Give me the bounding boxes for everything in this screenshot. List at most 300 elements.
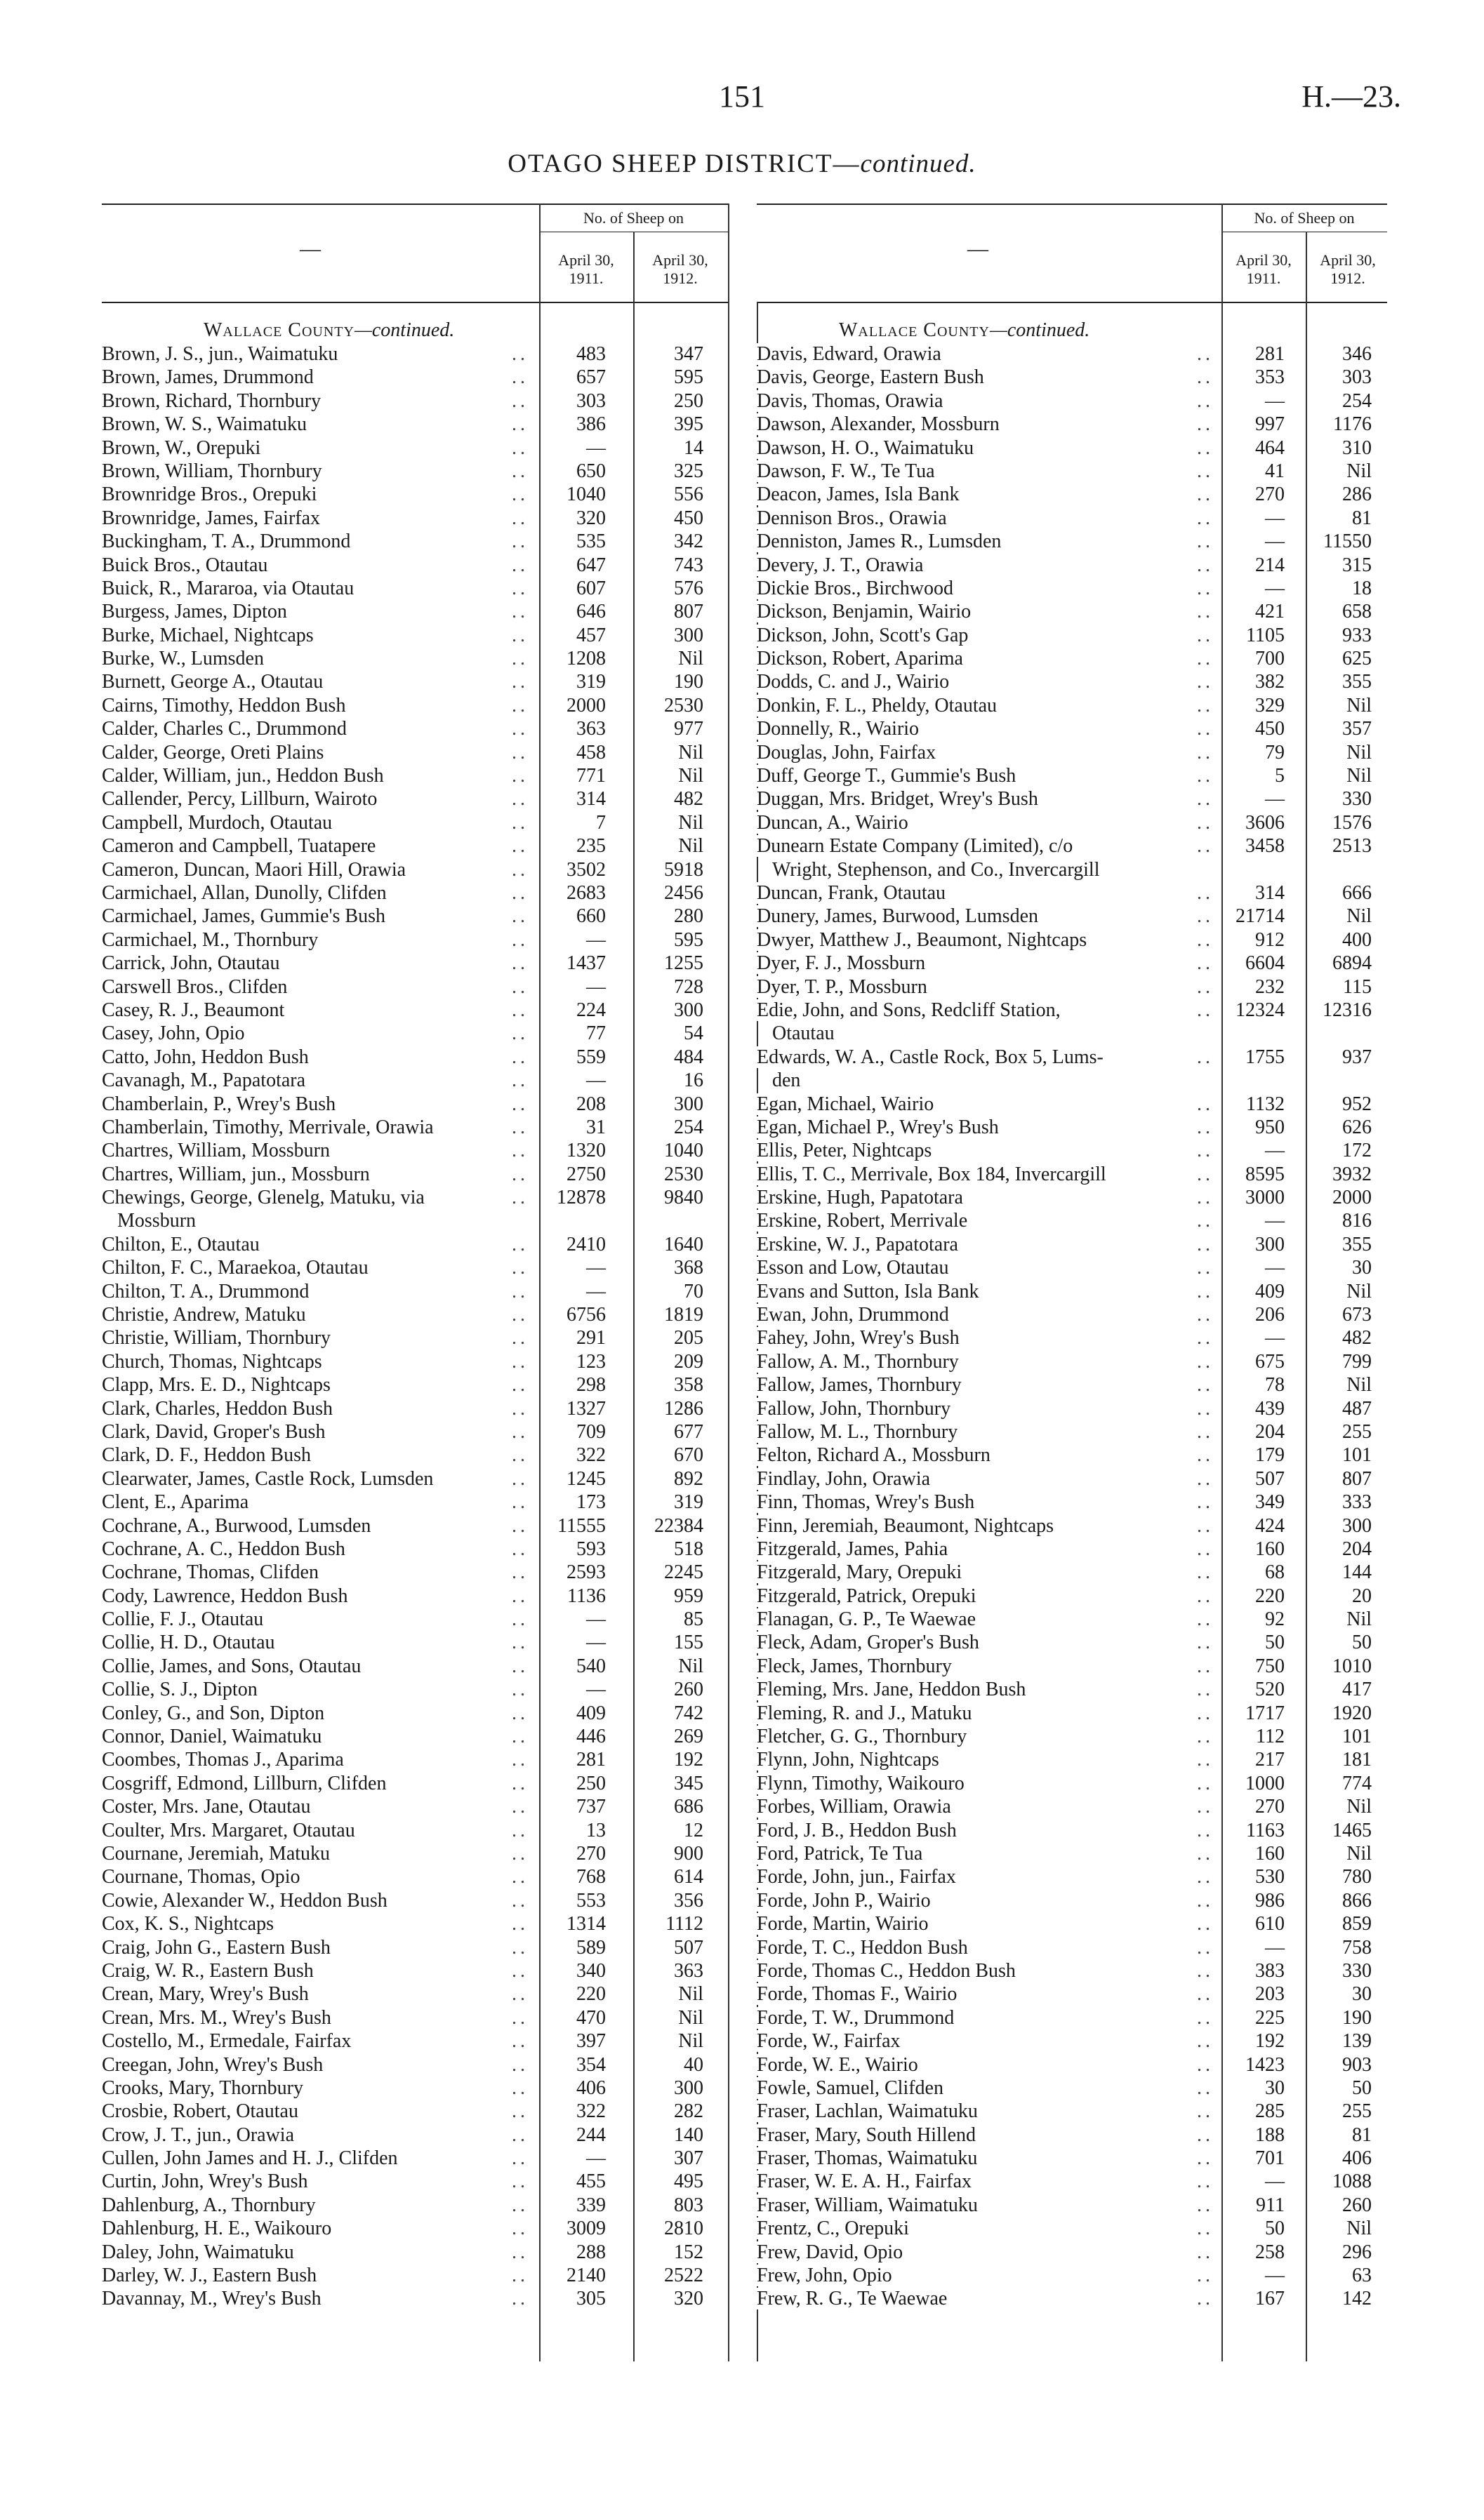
leader-dots: .. — [512, 1327, 529, 1349]
sheep-1912: 250 — [674, 389, 703, 412]
leader-dots: .. — [512, 2100, 529, 2123]
sheep-1911: 2593 — [567, 1561, 606, 1584]
sheep-1912: 1465 — [1332, 1819, 1372, 1841]
sheep-1912: 355 — [1342, 671, 1372, 693]
owner-name: Buick, R., Mararoa, via Otautau .. — [102, 577, 529, 599]
leader-dots: .. — [512, 1350, 529, 1373]
table-row — [102, 694, 728, 717]
leader-dots: .. — [512, 905, 529, 928]
right-header-rule — [757, 302, 1387, 303]
sheep-1912: Nil — [1346, 2218, 1372, 2240]
owner-name: Erskine, W. J., Papatotara .. — [757, 1233, 1214, 1255]
table-row — [102, 1585, 728, 1608]
table-row — [102, 999, 728, 1022]
leader-dots: .. — [512, 1772, 529, 1794]
owner-name: Finn, Thomas, Wrey's Bush .. — [757, 1491, 1214, 1514]
owner-name: Forbes, William, Orawia .. — [757, 1796, 1214, 1818]
owner-name: Chamberlain, P., Wrey's Bush .. — [102, 1093, 529, 1115]
sheep-1911: 535 — [576, 531, 606, 553]
sheep-1911: 1132 — [1246, 1093, 1285, 1115]
sheep-1911: 78 — [1265, 1374, 1285, 1396]
leader-dots: .. — [1197, 1116, 1214, 1138]
table-row — [102, 1772, 728, 1795]
leader-dots: .. — [512, 1608, 529, 1631]
sheep-1912: 356 — [674, 1889, 703, 1912]
table-row — [757, 999, 1387, 1022]
sheep-1911: — — [1265, 1140, 1285, 1162]
table-row — [102, 1163, 728, 1186]
sheep-1912: 54 — [684, 1022, 703, 1045]
leader-dots: .. — [512, 2218, 529, 2240]
sheep-1912: 368 — [674, 1257, 703, 1279]
owner-name: Campbell, Murdoch, Otautau .. — [102, 811, 529, 834]
sheep-1912: 357 — [1342, 718, 1372, 740]
sheep-1912: 81 — [1352, 2124, 1372, 2146]
table-row — [757, 1514, 1387, 1538]
sheep-1911: 13 — [586, 1819, 606, 1841]
leader-dots: .. — [512, 1632, 529, 1654]
leader-dots: .. — [512, 811, 529, 834]
sheep-1911: 31 — [586, 1116, 606, 1138]
sheep-1912: 2522 — [664, 2265, 703, 2287]
table-row — [102, 1116, 728, 1139]
table-row — [757, 2006, 1387, 2029]
sheep-1911: 507 — [1255, 1467, 1285, 1490]
owner-name: Fraser, William, Waimatuku .. — [757, 2194, 1214, 2216]
owner-name: Forde, Martin, Wairio .. — [757, 1913, 1214, 1935]
table-row — [757, 1397, 1387, 1420]
sheep-1912: 12316 — [1323, 999, 1372, 1021]
sheep-1911: 225 — [1255, 2006, 1285, 2029]
table-row — [102, 1280, 728, 1303]
sheep-1912: 742 — [674, 1702, 703, 1724]
leader-dots: .. — [1197, 1749, 1214, 1771]
sheep-1912: 152 — [674, 2241, 703, 2263]
leader-dots: .. — [1197, 1983, 1214, 2006]
owner-name: Forde, John P., Wairio .. — [757, 1889, 1214, 1912]
owner-name: Curtin, John, Wrey's Bush .. — [102, 2171, 529, 2193]
leader-dots: .. — [512, 2124, 529, 2146]
owner-name: Dawson, H. O., Waimatuku .. — [757, 436, 1214, 459]
sheep-1911: — — [1265, 2265, 1285, 2287]
owner-name: Coombes, Thomas J., Aparima .. — [102, 1749, 529, 1771]
sheep-1911: 1136 — [567, 1585, 606, 1607]
sheep-1912: 172 — [1342, 1140, 1372, 1162]
leader-dots: .. — [512, 484, 529, 506]
sheep-1912: Nil — [678, 2030, 703, 2053]
sheep-1912: 310 — [1342, 436, 1372, 459]
leader-dots: .. — [1197, 460, 1214, 482]
owner-name: Callender, Percy, Lillburn, Wairoto .. — [102, 788, 529, 811]
sheep-1911: 300 — [1255, 1233, 1285, 1255]
sheep-1911: 217 — [1255, 1749, 1285, 1771]
sheep-1912: 139 — [1342, 2030, 1372, 2053]
sheep-1912: 2530 — [664, 694, 703, 716]
leader-dots: .. — [1197, 2100, 1214, 2123]
sheep-1912: 269 — [674, 1726, 703, 1748]
owner-name: Clark, David, Groper's Bush .. — [102, 1420, 529, 1443]
table-row — [102, 2053, 728, 2076]
table-row — [102, 1139, 728, 1162]
table-row — [757, 1631, 1387, 1654]
table-row — [757, 670, 1387, 693]
owner-name: Chartres, William, jun., Mossburn .. — [102, 1163, 529, 1185]
table-row — [102, 2264, 728, 2287]
leader-dots: .. — [1197, 1843, 1214, 1865]
leader-dots: .. — [512, 1749, 529, 1771]
sheep-1911: — — [586, 1632, 606, 1654]
owner-name: Dyer, F. J., Mossburn .. — [757, 952, 1214, 975]
sheep-1912: 333 — [1342, 1491, 1372, 1514]
leader-dots: .. — [1197, 1679, 1214, 1701]
table-row — [102, 741, 728, 764]
owner-name: Brown, William, Thornbury .. — [102, 460, 529, 482]
table-row — [102, 1631, 728, 1654]
table-row — [102, 2100, 728, 2123]
leader-dots: .. — [1197, 718, 1214, 740]
table-row — [102, 1702, 728, 1725]
owner-name: Burnett, George A., Otautau .. — [102, 671, 529, 693]
sheep-1911: 768 — [576, 1866, 606, 1888]
sheep-1912: 204 — [1342, 1538, 1372, 1560]
leader-dots: .. — [512, 624, 529, 646]
owner-name: Deacon, James, Isla Bank .. — [757, 484, 1214, 506]
leader-dots: .. — [1197, 1140, 1214, 1162]
owner-name: Fitzgerald, Patrick, Orepuki .. — [757, 1585, 1214, 1607]
leader-dots: .. — [1197, 1959, 1214, 1982]
owner-name: Conley, G., and Son, Dipton .. — [102, 1702, 529, 1724]
table-row — [757, 624, 1387, 647]
table-row — [757, 2147, 1387, 2170]
owner-name: Darley, W. J., Eastern Bush .. — [102, 2265, 529, 2287]
sheep-1912: 255 — [1342, 2100, 1372, 2123]
sheep-1911: — — [1265, 788, 1285, 811]
owner-name: Fahey, John, Wrey's Bush .. — [757, 1327, 1214, 1349]
table-row — [102, 928, 728, 952]
sheep-1912: 254 — [1342, 389, 1372, 412]
sheep-1911: 50 — [1265, 1632, 1285, 1654]
leader-dots: .. — [1197, 2241, 1214, 2263]
leader-dots: .. — [1197, 2053, 1214, 2076]
table-row — [757, 577, 1387, 600]
sheep-1912: Nil — [1346, 1843, 1372, 1865]
table-row — [757, 1093, 1387, 1116]
sheep-1912: Nil — [678, 811, 703, 834]
sheep-1912: 900 — [674, 1843, 703, 1865]
leader-dots: .. — [1197, 389, 1214, 412]
sheep-1912: 307 — [674, 2147, 703, 2170]
sheep-1912: 774 — [1342, 1772, 1372, 1794]
table-row — [757, 1046, 1387, 1069]
table-row — [757, 554, 1387, 577]
table-row — [757, 1725, 1387, 1748]
sheep-1911: 41 — [1265, 460, 1285, 482]
table-row — [102, 2194, 728, 2217]
sheep-1912: 799 — [1342, 1350, 1372, 1373]
table-row — [757, 1678, 1387, 1701]
sheep-1912: 614 — [674, 1866, 703, 1888]
table-row — [757, 1912, 1387, 1935]
leader-dots: .. — [512, 1726, 529, 1748]
sheep-1912: 20 — [1352, 1585, 1372, 1607]
leader-dots: .. — [1197, 1632, 1214, 1654]
table-row — [757, 507, 1387, 530]
owner-name: Forde, John, jun., Fairfax .. — [757, 1866, 1214, 1888]
owner-name: Buick Bros., Otautau .. — [102, 554, 529, 576]
sheep-1912: Nil — [1346, 741, 1372, 764]
leader-dots: .. — [1197, 811, 1214, 834]
sheep-1912: 677 — [674, 1420, 703, 1443]
owner-name: Calder, George, Oreti Plains .. — [102, 741, 529, 764]
sheep-1912: 1920 — [1332, 1702, 1372, 1724]
owner-name: Cournane, Thomas, Opio .. — [102, 1866, 529, 1888]
sheep-1911: 329 — [1255, 694, 1285, 716]
sheep-1911: 192 — [1255, 2030, 1285, 2053]
sheep-1911: 406 — [576, 2076, 606, 2099]
sheep-1911: 386 — [576, 413, 606, 436]
leader-dots: .. — [512, 1679, 529, 1701]
sheep-1912: 255 — [1342, 1420, 1372, 1443]
sheep-1911: 986 — [1255, 1889, 1285, 1912]
table-row — [757, 952, 1387, 975]
report-reference: H.—23. — [1301, 79, 1401, 114]
sheep-1912: Nil — [1346, 1796, 1372, 1818]
sheep-1911: 21714 — [1235, 905, 1285, 928]
sheep-1912: Nil — [1346, 1374, 1372, 1396]
owner-name: Cameron, Duncan, Maori Hill, Orawia .. — [102, 858, 529, 881]
owner-name: Davis, George, Eastern Bush .. — [757, 366, 1214, 389]
leader-dots: .. — [1197, 1093, 1214, 1115]
sheep-1911: 244 — [576, 2124, 606, 2146]
left-name-header-dash: — — [300, 237, 321, 260]
leader-dots: .. — [1197, 2218, 1214, 2240]
owner-name: Burke, W., Lumsden .. — [102, 648, 529, 670]
owner-name: Dunery, James, Burwood, Lumsden .. — [757, 905, 1214, 928]
table-row — [102, 1655, 728, 1678]
table-row — [102, 905, 728, 928]
owner-name: Douglas, John, Fairfax .. — [757, 741, 1214, 764]
table-row — [102, 1959, 728, 1982]
table-row — [757, 1608, 1387, 1631]
sheep-1911: 559 — [576, 1046, 606, 1068]
table-row — [757, 881, 1387, 905]
table-row — [757, 1350, 1387, 1373]
table-row — [757, 1373, 1387, 1396]
sheep-1912: 959 — [674, 1585, 703, 1607]
right-col1-header: April 30, 1911. — [1235, 251, 1292, 287]
owner-name: Ewan, John, Drummond .. — [757, 1304, 1214, 1326]
table-row — [757, 1702, 1387, 1725]
title-main: OTAGO SHEEP DISTRICT— — [508, 149, 861, 178]
sheep-1911: 322 — [576, 2100, 606, 2123]
sheep-1912: Nil — [678, 2006, 703, 2029]
sheep-1911: 540 — [576, 1655, 606, 1677]
sheep-1911: 258 — [1255, 2241, 1285, 2263]
sheep-1911: — — [586, 1280, 606, 1302]
sheep-1912: 345 — [674, 1772, 703, 1794]
sheep-1912: 859 — [1342, 1913, 1372, 1935]
sheep-1912: 937 — [1342, 1046, 1372, 1068]
sheep-1911: 363 — [576, 718, 606, 740]
owner-name: Cameron and Campbell, Tuatapere .. — [102, 835, 529, 858]
leader-dots: .. — [512, 1585, 529, 1607]
leader-dots: .. — [1197, 765, 1214, 787]
sheep-1912: 254 — [674, 1116, 703, 1138]
owner-name: Cavanagh, M., Papatotara .. — [102, 1069, 529, 1092]
leader-dots: .. — [512, 1374, 529, 1396]
table-row — [757, 1772, 1387, 1795]
table-row — [757, 834, 1387, 858]
owner-name: Clapp, Mrs. E. D., Nightcaps .. — [102, 1374, 529, 1396]
owner-name: Egan, Michael, Wairio .. — [757, 1093, 1214, 1115]
sheep-1911: 383 — [1255, 1959, 1285, 1982]
table-row — [102, 647, 728, 670]
owner-name: Flynn, Timothy, Waikouro .. — [757, 1772, 1214, 1794]
owner-name: Davannay, M., Wrey's Bush .. — [102, 2288, 529, 2310]
leader-dots: .. — [512, 928, 529, 951]
table-row — [102, 2147, 728, 2170]
sheep-1912: 1819 — [664, 1304, 703, 1326]
sheep-1911: — — [586, 928, 606, 951]
sheep-1911: 455 — [576, 2171, 606, 2193]
owner-name: Forde, W., Fairfax .. — [757, 2030, 1214, 2053]
leader-dots: .. — [1197, 1819, 1214, 1841]
leader-dots: .. — [512, 1866, 529, 1888]
table-row — [757, 1444, 1387, 1467]
leader-dots: .. — [512, 2147, 529, 2170]
leader-dots: .. — [512, 389, 529, 412]
owner-name: Burgess, James, Dipton .. — [102, 601, 529, 623]
left-col1-header: April 30, 1911. — [558, 251, 614, 287]
owner-name: Cochrane, A. C., Heddon Bush .. — [102, 1538, 529, 1560]
table-row — [102, 2170, 728, 2193]
sheep-1912: 320 — [674, 2288, 703, 2310]
table-row — [102, 1889, 728, 1912]
owner-name: Fleming, Mrs. Jane, Heddon Bush .. — [757, 1679, 1214, 1701]
sheep-1912: 11550 — [1323, 531, 1372, 553]
owner-name: Davis, Edward, Orawia .. — [757, 343, 1214, 365]
sheep-1911: — — [586, 1679, 606, 1701]
table-row — [757, 1538, 1387, 1561]
leader-dots: .. — [512, 577, 529, 599]
table-row — [757, 1982, 1387, 2006]
table-row — [102, 1725, 728, 1748]
owner-name: Chilton, E., Otautau .. — [102, 1233, 529, 1255]
owner-name: Craig, W. R., Eastern Bush .. — [102, 1959, 529, 1982]
leader-dots: .. — [512, 1046, 529, 1068]
leader-dots: .. — [1197, 2171, 1214, 2193]
sheep-1912: 140 — [674, 2124, 703, 2146]
sheep-1911: 607 — [576, 577, 606, 599]
leader-dots: .. — [512, 1022, 529, 1045]
sheep-1911: 281 — [1255, 343, 1285, 365]
leader-dots: .. — [1197, 531, 1214, 553]
owner-name: Fitzgerald, James, Pahia .. — [757, 1538, 1214, 1560]
table-row — [102, 413, 728, 436]
sheep-1911: 382 — [1255, 671, 1285, 693]
sheep-1911: 700 — [1255, 648, 1285, 670]
sheep-1911: 112 — [1256, 1726, 1285, 1748]
leader-dots: .. — [512, 1093, 529, 1115]
table-row — [757, 1491, 1387, 1514]
leader-dots: .. — [512, 788, 529, 811]
leader-dots: .. — [512, 2265, 529, 2287]
sheep-1912: 50 — [1352, 1632, 1372, 1654]
owner-name: Fraser, W. E. A. H., Fairfax .. — [757, 2171, 1214, 2193]
sheep-1911: 458 — [576, 741, 606, 764]
sheep-1911: 409 — [576, 1702, 606, 1724]
sheep-1911: 285 — [1255, 2100, 1285, 2123]
owner-name: Flynn, John, Nightcaps .. — [757, 1749, 1214, 1771]
leader-dots: .. — [1197, 1889, 1214, 1912]
leader-dots: .. — [512, 835, 529, 858]
sheep-1911: 1327 — [567, 1397, 606, 1420]
sheep-1912: 300 — [674, 1093, 703, 1115]
table-row — [757, 1655, 1387, 1678]
leader-dots: .. — [512, 1280, 529, 1302]
owner-name: Forde, T. C., Heddon Bush .. — [757, 1936, 1214, 1959]
leader-dots: .. — [1197, 2265, 1214, 2287]
owner-name: Findlay, John, Orawia .. — [757, 1467, 1214, 1490]
table-row — [757, 975, 1387, 999]
leader-dots: .. — [512, 1796, 529, 1818]
sheep-1912: 63 — [1352, 2265, 1372, 2287]
table-row — [757, 1163, 1387, 1186]
sheep-1911: 160 — [1255, 1538, 1285, 1560]
owner-name: Church, Thomas, Nightcaps .. — [102, 1350, 529, 1373]
sheep-1912: 347 — [674, 343, 703, 365]
sheep-1911: — — [1265, 1327, 1285, 1349]
sheep-1911: 79 — [1265, 741, 1285, 764]
leader-dots: .. — [512, 2288, 529, 2310]
table-row — [102, 2241, 728, 2264]
right-section-heading: Wallace County—continued. — [839, 319, 1090, 341]
sheep-1911: 319 — [576, 671, 606, 693]
sheep-1912: Nil — [1346, 905, 1372, 928]
owner-name: Brown, James, Drummond .. — [102, 366, 529, 389]
right-top-rule — [757, 204, 1387, 205]
leader-dots: .. — [512, 2053, 529, 2076]
sheep-1911: — — [586, 1257, 606, 1279]
owner-name: Forde, T. W., Drummond .. — [757, 2006, 1214, 2029]
sheep-1912: 190 — [674, 671, 703, 693]
leader-dots: .. — [1197, 952, 1214, 975]
owner-name: Carrick, John, Otautau .. — [102, 952, 529, 975]
right-table-body — [757, 342, 1387, 2311]
sheep-1911: 5 — [1275, 765, 1285, 787]
sheep-1911: 997 — [1255, 413, 1285, 436]
owner-name: Chamberlain, Timothy, Merrivale, Orawia .. — [102, 1116, 529, 1138]
leader-dots: .. — [1197, 1913, 1214, 1935]
table-row — [102, 881, 728, 905]
sheep-1911: — — [586, 1608, 606, 1631]
leader-dots: .. — [512, 952, 529, 975]
sheep-1912: 40 — [684, 2053, 703, 2076]
table-row — [102, 366, 728, 389]
sheep-1912: 325 — [674, 460, 703, 482]
sheep-1912: 1010 — [1332, 1655, 1372, 1677]
leader-dots: .. — [1197, 1397, 1214, 1420]
table-row — [757, 1748, 1387, 1771]
owner-name: Crow, J. T., jun., Orawia .. — [102, 2124, 529, 2146]
table-row — [757, 1022, 1387, 1045]
leader-dots: .. — [512, 436, 529, 459]
leader-dots: .. — [1197, 2006, 1214, 2029]
owner-name: Duff, George T., Gummie's Bush .. — [757, 765, 1214, 787]
sheep-1911: 675 — [1255, 1350, 1285, 1373]
owner-name: Ford, J. B., Heddon Bush .. — [757, 1819, 1214, 1841]
leader-dots: .. — [512, 343, 529, 365]
